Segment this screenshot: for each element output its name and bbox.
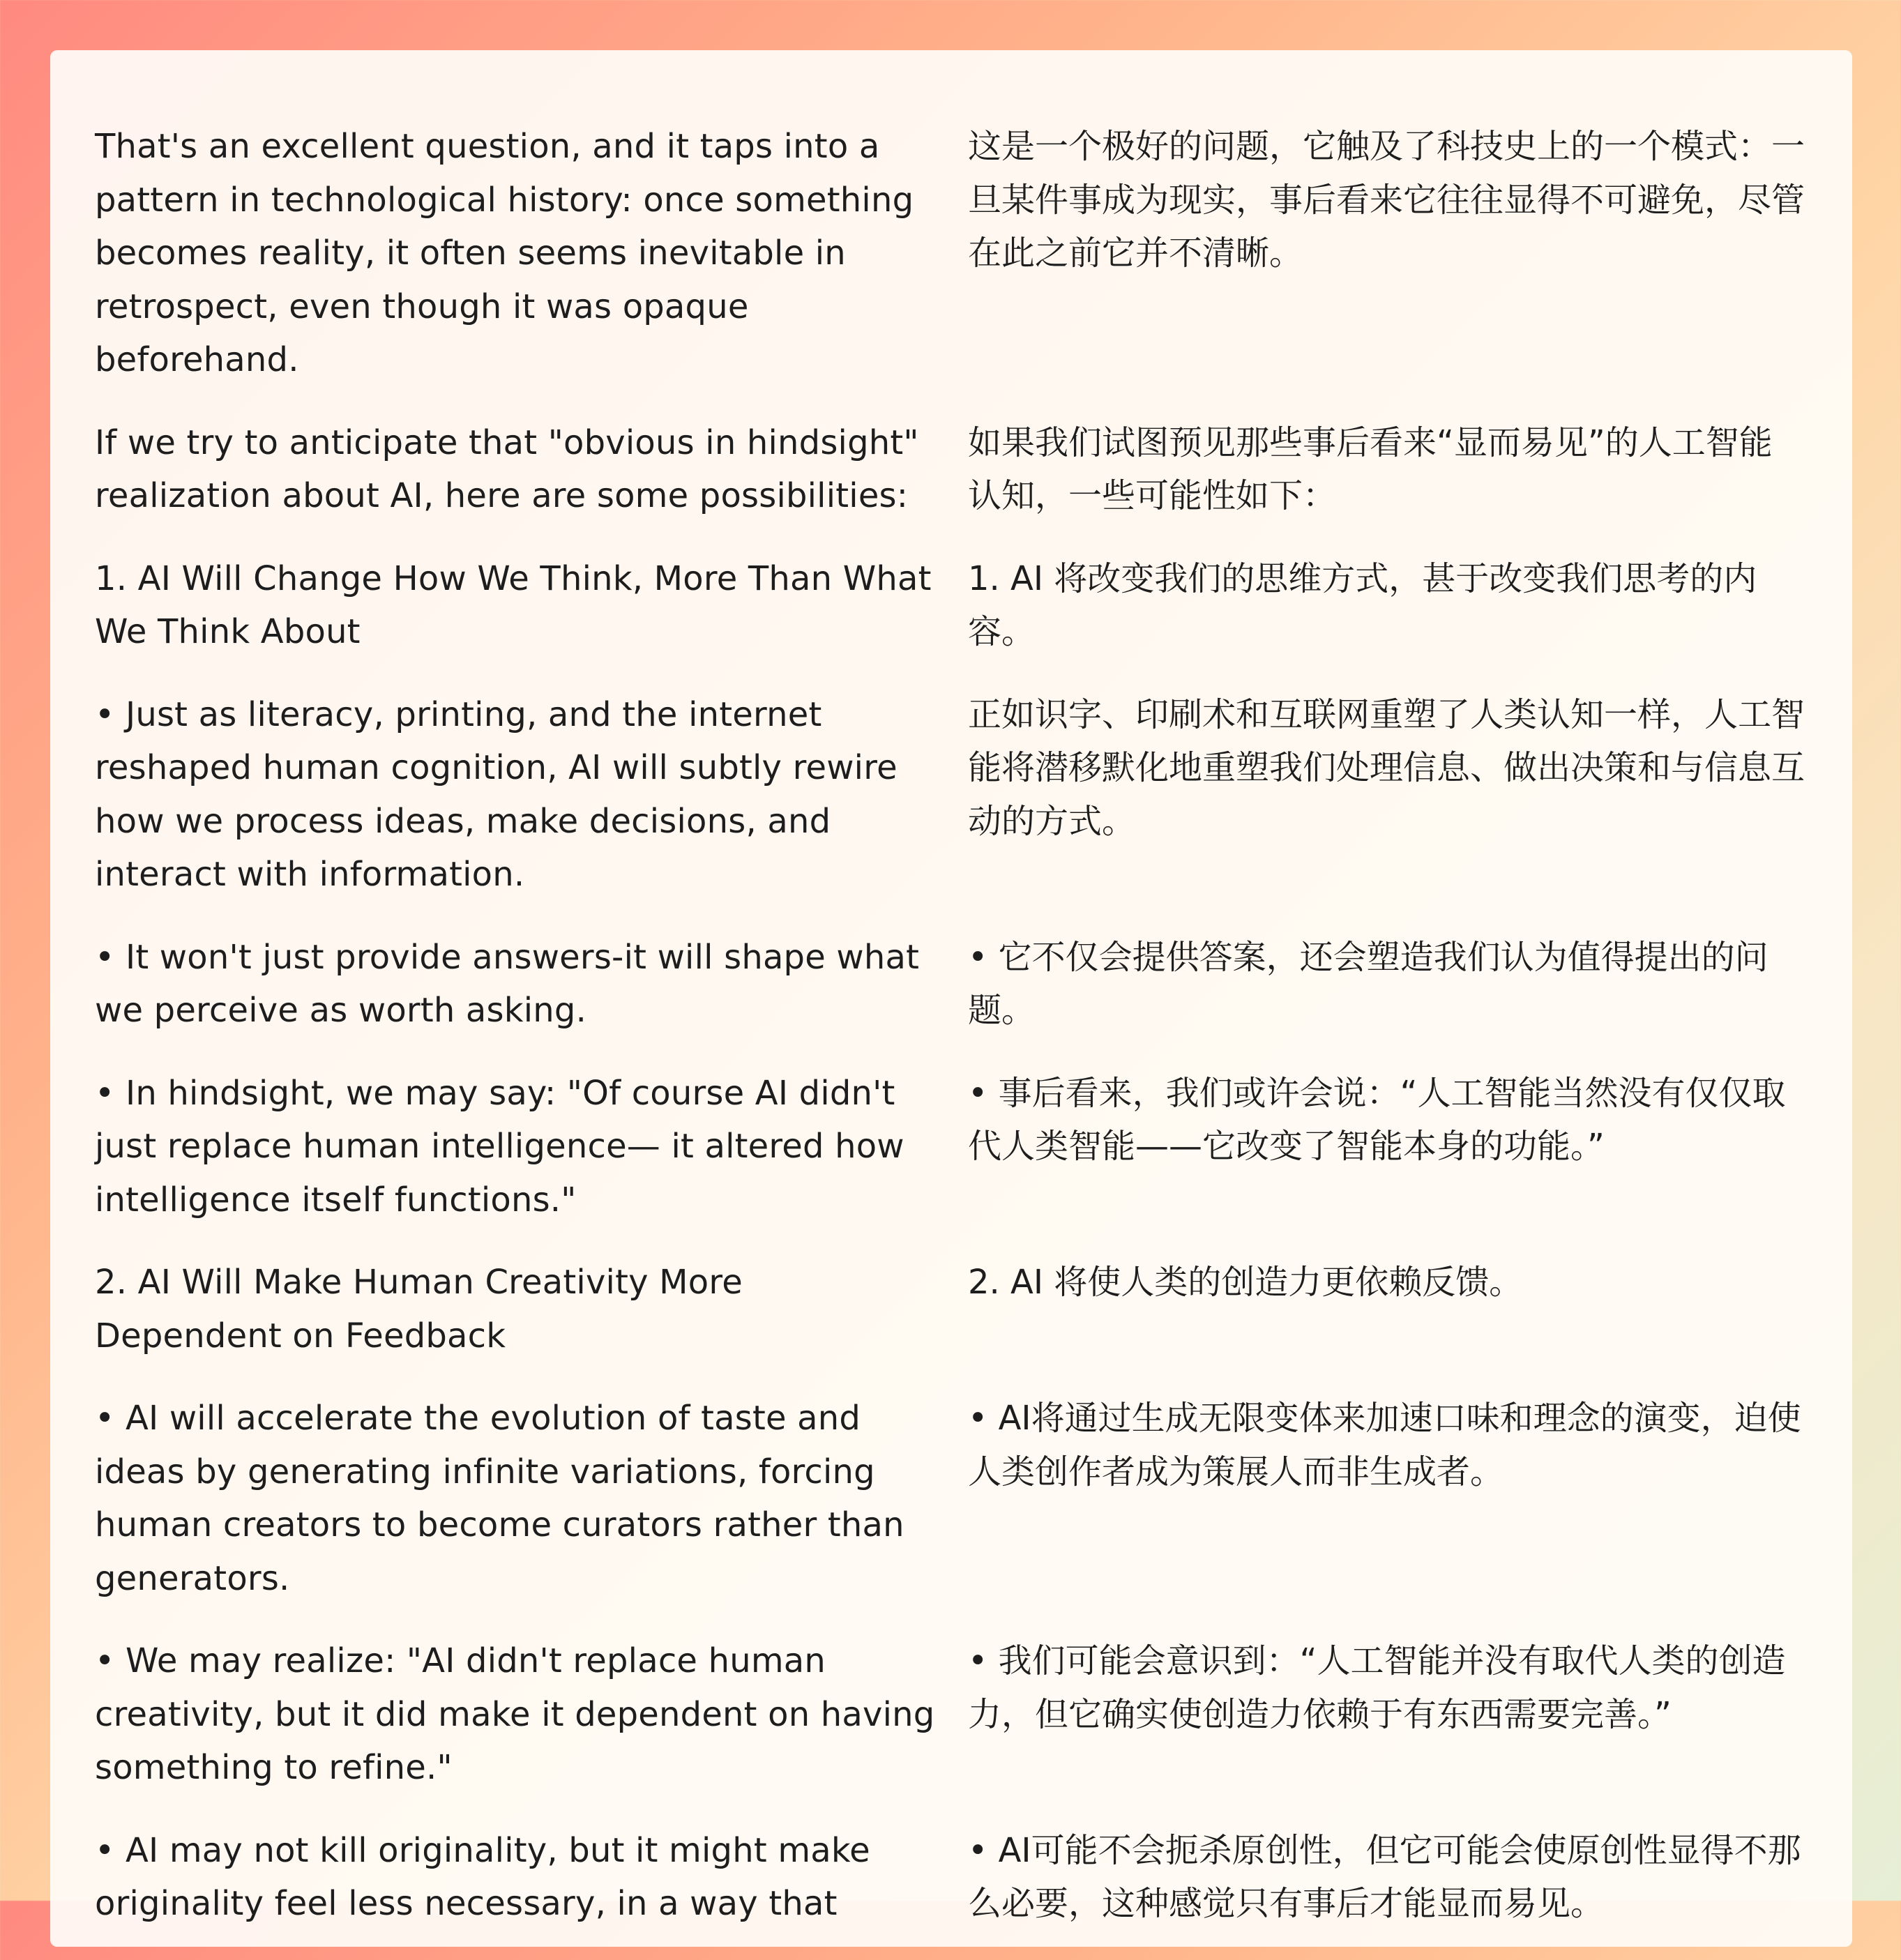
english-bullet: • It won't just provide answers-it will shape what we perceive as worth asking.: [95, 937, 920, 1030]
chinese-heading: 2. AI 将使人类的创造力更依赖反馈。: [968, 1263, 1523, 1302]
english-bullet: • AI may not kill originality, but it might make originality feel less necessary, in a way that: [95, 1830, 870, 1923]
english-heading: 1. AI Will Change How We Think, More Than What We Think About: [95, 559, 932, 651]
english-heading: 2. AI Will Make Human Creativity More Dependent on Feedback: [95, 1263, 743, 1355]
chinese-bullet: 正如识字、印刷术和互联网重塑了人类认知一样，人工智能将潜移默化地重塑我们处理信息、做出决策和与信息互动的方式。: [968, 694, 1805, 841]
content-card: [50, 50, 1852, 1947]
chinese-bullet: • 事后看来，我们或许会说：“人工智能当然没有仅仅取代人类智能——它改变了智能本身的功能。”: [968, 1073, 1786, 1166]
english-bullet: • Just as literacy, printing, and the internet reshaped human cognition, AI will subtly rewire how we process ideas, make decisions, and interact with information.: [95, 694, 898, 894]
english-bullet: • In hindsight, we may say: "Of course AI didn't just replace human intelligence— it altered how intelligence itself functions.": [95, 1073, 904, 1220]
english-paragraph: That's an excellent question, and it taps into a pattern in technological history: once something becomes reality, it often seems inevitable in retrospect, even though it was opaque beforehand.: [95, 127, 914, 379]
chinese-paragraph: 这是一个极好的问题，它触及了科技史上的一个模式：一旦某件事成为现实，事后看来它往往显得不可避免，尽管在此之前它并不清晰。: [968, 127, 1805, 273]
chinese-bullet: • AI可能不会扼杀原创性，但它可能会使原创性显得不那么必要，这种感觉只有事后才能显而易见。: [968, 1830, 1801, 1923]
chinese-bullet: • 它不仅会提供答案，还会塑造我们认为值得提出的问题。: [968, 937, 1769, 1030]
chinese-bullet: • 我们可能会意识到：“人工智能并没有取代人类的创造力，但它确实使创造力依赖于有东西需要完善。”: [968, 1641, 1786, 1734]
english-bullet: • AI will accelerate the evolution of taste and ideas by generating infinite variations, forcing human creators to become curators rather than generators.: [95, 1399, 904, 1598]
chinese-heading: 1. AI 将改变我们的思维方式，甚于改变我们思考的内容。: [968, 559, 1757, 651]
english-paragraph: If we try to anticipate that "obvious in hindsight" realization about AI, here are some possibilities:: [95, 423, 919, 515]
chinese-paragraph: 如果我们试图预见那些事后看来“显而易见”的人工智能认知，一些可能性如下：: [968, 423, 1773, 515]
chinese-bullet: • AI将通过生成无限变体来加速口味和理念的演变，迫使人类创作者成为策展人而非生成者。: [968, 1399, 1801, 1491]
english-bullet: • We may realize: "AI didn't replace human creativity, but it did make it dependent on having something to refine.": [95, 1641, 935, 1787]
bilingual-grid: [95, 120, 1805, 1960]
